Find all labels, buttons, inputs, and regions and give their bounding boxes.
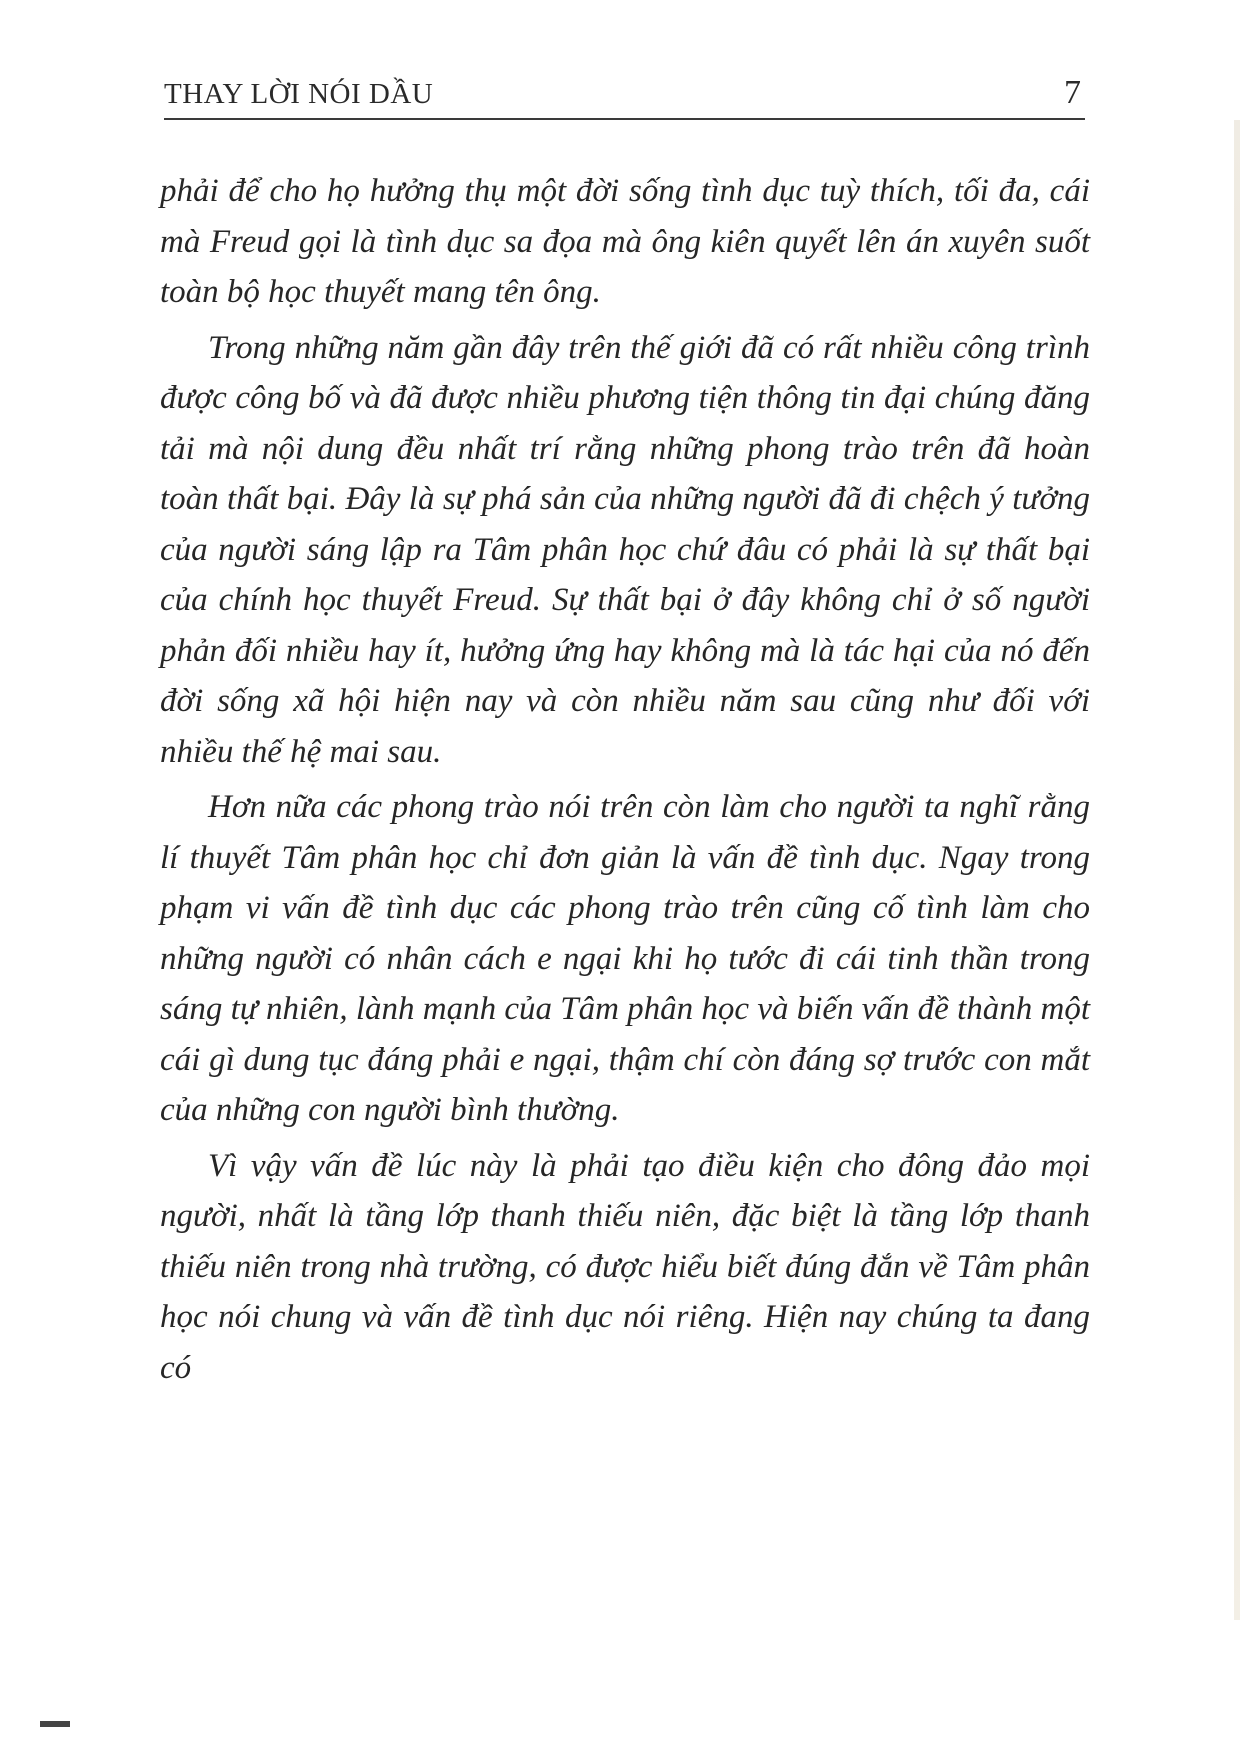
paragraph: Vì vậy vấn đề lúc này là phải tạo điều kiện cho đông đảo mọi người, nhất là tầng lớp thanh thiếu niên, đặc biệt là tầng lớp thanh thiếu niên trong nhà trường, có được hiểu biết đúng đắn về Tâm phân học nói chung và vấn đề tình dục nói riêng. Hiện nay chúng ta đang có	[160, 1147, 1090, 1386]
page-edge	[1234, 120, 1240, 1620]
running-header	[164, 74, 1085, 124]
paragraph: Trong những năm gần đây trên thế giới đã có rất nhiều công trình được công bố và đã được nhiều phương tiện thông tin đại chúng đăng tải mà nội dung đều nhất trí rằng những phong trào trên đã hoàn toàn thất bại. Đây là sự phá sản của những người đã đi chệch ý tưởng của người sáng lập ra Tâm phân học chứ đâu có phải là sự thất bại của chính học thuyết Freud. Sự thất bại ở đây không chỉ ở số người phản đối nhiều hay ít, hưởng ứng hay không mà là tác hại của nó đến đời sống xã hội hiện nay và còn nhiều năm sau cũng như đối với nhiều thế hệ mai sau.	[160, 329, 1090, 770]
body-text	[160, 166, 1090, 1393]
header-rule	[164, 118, 1085, 120]
scan-mark	[40, 1721, 70, 1727]
paragraph: Hơn nữa các phong trào nói trên còn làm cho người ta nghĩ rằng lí thuyết Tâm phân học chỉ đơn giản là vấn đề tình dục. Ngay trong phạm vi vấn đề tình dục các phong trào trên cũng cố tình làm cho những người có nhân cách e ngại khi họ tước đi cái tinh thần trong sáng tự nhiên, lành mạnh của Tâm phân học và biến vấn đề thành một cái gì dung tục đáng phải e ngại, thậm chí còn đáng sợ trước con mắt của những con người bình thường.	[160, 789, 1090, 1128]
chapter-title: THAY LỜI NÓI DẦU	[164, 78, 434, 110]
page-number: 7	[1064, 74, 1081, 111]
paragraph: phải để cho họ hưởng thụ một đời sống tình dục tuỳ thích, tối đa, cái mà Freud gọi là tình dục sa đọa mà ông kiên quyết lên án xuyên suốt toàn bộ học thuyết mang tên ông.	[160, 173, 1090, 310]
